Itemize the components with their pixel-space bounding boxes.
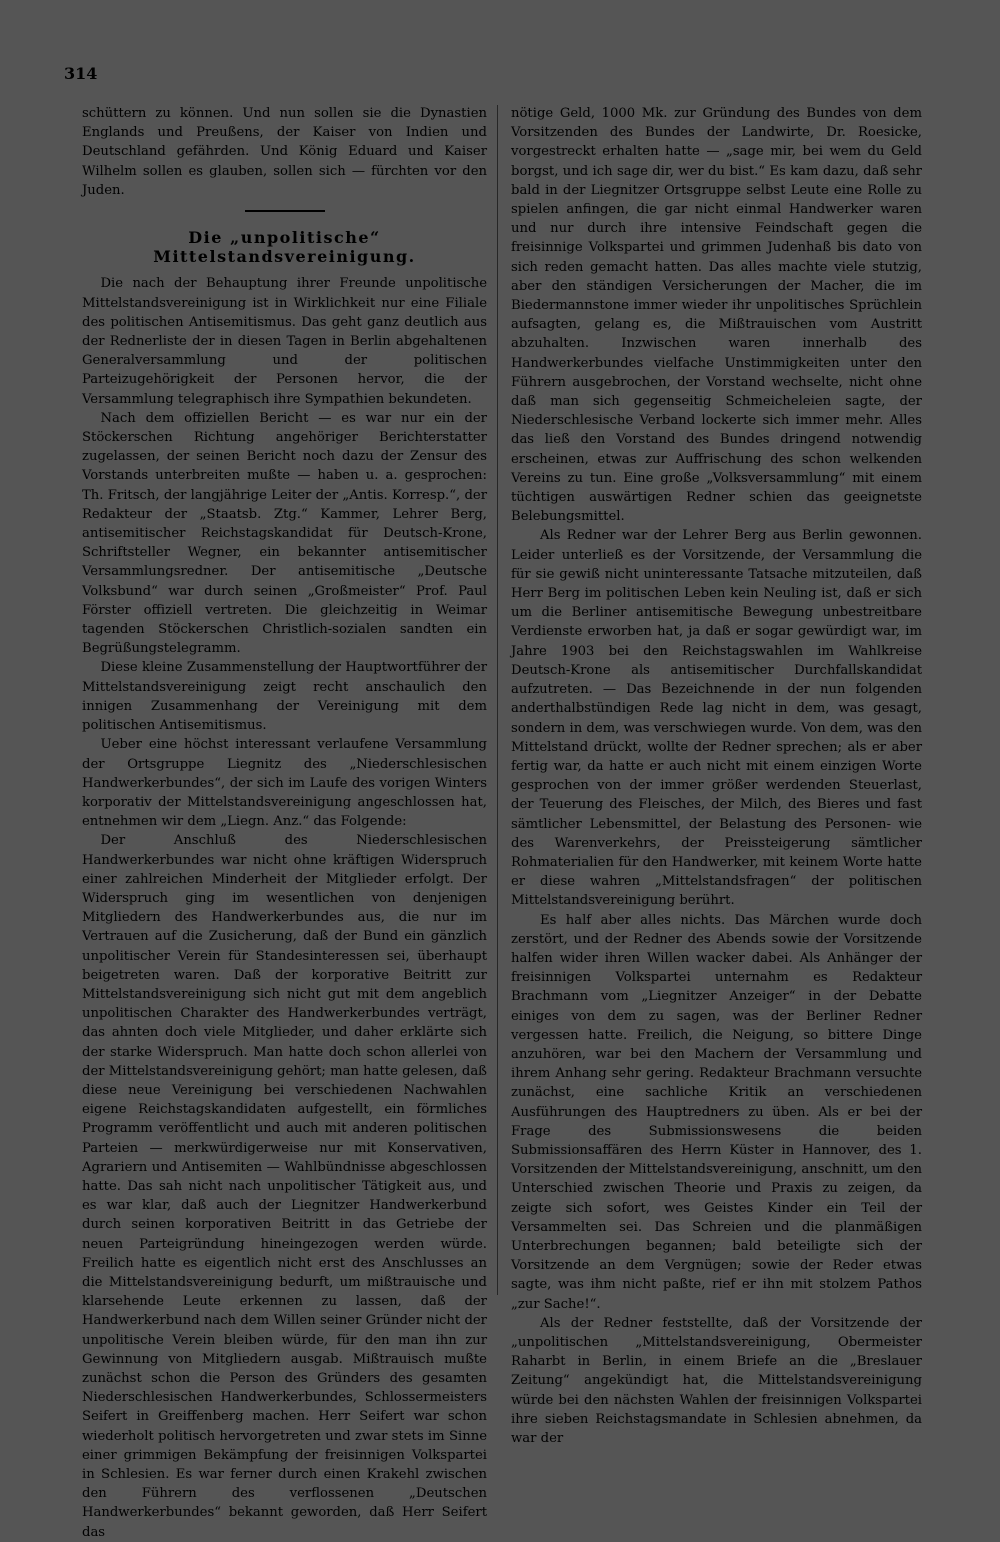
page-number: 314 [64, 64, 98, 83]
column-separator [497, 105, 499, 1295]
quoted-paragraph: Der Anschluß des Niederschlesischen Handwerkerbundes war nicht ohne kräftigen Widerspruch einer zahlreichen Minderheit der Mitglieder erfolgt. Der Widerspruch ging im wesentlichen von denjenigen Mitgliedern des Handwerkerbundes aus, die nur im Vertrauen auf die Zusicherung, daß der Bund ein gänzlich unpolitischer Verein für Standesinteressen sei, überhaupt beigetreten waren. Daß der korporative Beitritt zur Mittelstandsvereinigung sich nicht gut mit dem angeblich unpolitischen Charakter des Handwerkerbundes verträgt, das ahnten doch viele Mitglieder, und daher erklärte sich der starke Widerspruch. Man hatte doch schon allerlei von der Mittelstandsvereinigung gehört; man hatte gelesen, daß diese neue Vereinigung bei verschiedenen Nachwahlen eigene Reichstagskandidaten aufgestellt, ein förmliches Programm veröffentlicht und auch mit anderen politischen Parteien — merkwürdigerweise nur mit Konservativen, Agrariern und Antisemiten — Wahlbündnisse abgeschlossen hatte. Das sah nicht nach unpolitischer Tätigkeit aus, und es war klar, daß auch der Liegnitzer Handwerkerbund durch seinen korporativen Beitritt in das Getriebe der neuen Parteigründung hineingezogen werden würde. Freilich hatte es eigentlich nicht erst des Anschlusses an die Mittelstandsvereinigung bedurft, um mißtrauische und klarsehende Leute erkennen zu lassen, daß der Handwerkerbund nach dem Willen seiner Gründer nicht der unpolitische Verein bleiben würde, für den man ihn zur Gewinnung von Mitgliedern ausgab. Mißtrauisch mußte zunächst schon die Person des Gründers des gesamten Niederschlesischen Handwerkerbundes, Schlossermeisters Seifert in Greiffenberg machen. Herr Seifert war schon wiederholt politisch hervorgetreten und zwar stets im Sinne einer grimmigen Bekämpfung der freisinnigen Volkspartei in Schlesien. Es war ferner durch einen Krakehl zwischen den Führern des verflossenen „Deutschen Handwerkerbundes“ bekannt geworden, daß Herr Seifert das [82, 833, 487, 1540]
section-divider [245, 210, 325, 212]
quoted-paragraph: Es half aber alles nichts. Das Märchen wurde doch zerstört, und der Redner des Abends sowie der Vorsitzende halfen wider ihren Willen wacker dabei. Als Anhänger der freisinnigen Volkspartei unternahm es Redakteur Brachmann vom „Liegnitzer Anzeiger“ in der Debatte einiges von dem zu sagen, was der Berliner Redner vergessen hatte. Freilich, die Neigung, so bittere Dinge anzuhören, war bei den Machern der Versammlung und ihrem Anhang sehr gering. Redakteur Brachmann versuchte zunächst, eine sachliche Kritik an verschiedenen Ausführungen des Hauptredners zu üben. Als er bei der Frage des Submissionswesens die beiden Submissionsaffären des Herrn Küster in Hannover, des 1. Vorsitzenden der Mittelstandsvereinigung, anschnitt, um den Unterschied zwischen Theorie und Praxis zu zeigen, da zeigte sich sofort, wes Geistes Kinder ein Teil der Versammelten sei. Das Schreien und die planmäßigen Unterbrechungen begannen; bald beteiligte sich der Vorsitzende an dem Vergnügen; sowie der Reder etwas sagte, was ihm nicht paßte, rief er ihn mit stolzem Pathos „zur Sache!“. [511, 912, 922, 1312]
article-paragraph: Die nach der Behauptung ihrer Freunde unpolitische Mittelstandsvereinigung ist in Wirklichkeit nur eine Filiale des politischen Antisemitismus. Das geht ganz deutlich aus der Rednerliste der in diesen Tagen in Berlin abgehaltenen Generalversammlung und der politischen Parteizugehörigkeit der Personen hervor, die der Versammlung telegraphisch ihre Sympathien bekundeten. [82, 276, 487, 407]
quoted-paragraph: nötige Geld, 1000 Mk. zur Gründung des Bundes von dem Vorsitzenden des Bundes der Landwirte, Dr. Roesicke, vorgestreckt erhalten hatte — „sage mir, bei wem du Geld borgst, und ich sage dir, wer du bist.“ Es kam dazu, daß sehr bald in der Liegnitzer Ortsgruppe selbst Leute eine Rolle zu spielen anfingen, die gar nicht einmal Handwerker waren und nur durch ihre intensive Feindschaft gegen die freisinnige Volkspartei und grimmen Judenhaß bis dato von sich reden gemacht hatten. Das alles machte viele stutzig, aber den ständigen Versicherungen der Macher, die im Biedermannstone immer wieder ihr unpolitisches Sprüchlein aufsagten, gelang es, die Mißtrauischen vom Austritt abzuhalten. Inzwischen waren innerhalb des Handwerkerbundes vielfache Unstimmigkeiten unter den Führern ausgebrochen, der Vorstand wechselte, nicht ohne daß man sich gegenseitig Schmeicheleien sagte, der Niederschlesische Verband lockerte sich immer mehr. Alles das ließ den Vorstand des Bundes dringend notwendig erscheinen, etwas zur Auffrischung des schon welkenden Vereins zu tun. Eine große „Volksversammlung“ mit einem tüchtigen auswärtigen Redner schien das geeignetste Belebungsmittel. [511, 106, 922, 525]
article-paragraph: Ueber eine höchst interessant verlaufene Versammlung der Ortsgruppe Liegnitz des „Niederschlesischen Handwerkerbundes“, der sich im Laufe des vorigen Winters korporativ der Mittelstandsvereinigung angeschlossen hat, entnehmen wir dem „Liegn. Anz.“ das Folgende: [82, 737, 487, 830]
article-paragraph: Nach dem offiziellen Bericht — es war nur ein der Stöckerschen Richtung angehöriger Berichterstatter zugelassen, der seinen Bericht noch dazu der Zensur des Vorstands unterbreiten mußte — haben u. a. gesprochen: Th. Fritsch, der langjährige Leiter der „Antis. Korresp.“, der Redakteur der „Staatsb. Ztg.“ Kammer, Lehrer Berg, antisemitischer Reichstagskandidat für Deutsch-Krone, Schriftsteller Wegner, ein bekannter antisemitischer Versammlungsredner. Der antisemitische „Deutsche Volksbund“ war durch seinen „Großmeister“ Prof. Paul Förster offiziell vertreten. Die gleichzeitig in Weimar tagenden Stöckerschen Christlich-sozialen sandten ein Begrüßungstelegramm. [82, 410, 487, 657]
quoted-paragraph: Als der Redner feststellte, daß der Vorsitzende der „unpolitischen „Mittelstandsvereinigung, Obermeister Raharbt in Berlin, in einem Briefe an die „Breslauer Zeitung“ angekündigt hat, die Mittelstandsvereinigung würde bei den nächsten Wahlen der freisinnigen Volkspartei ihre sieben Reichstagsmandate in Schlesien abnehmen, da war der [511, 1315, 922, 1447]
right-column [511, 104, 922, 1448]
quoted-paragraph: Als Redner war der Lehrer Berg aus Berlin gewonnen. Leider unterließ es der Vorsitzende, der Versammlung die für sie gewiß nicht uninteressante Tatsache mitzuteilen, daß Herr Berg im politischen Leben kein Neuling ist, daß er sich um die Berliner antisemitische Bewegung unbestreitbare Verdienste erworben hat, ja daß er sogar gewürdigt war, im Jahre 1903 bei den Reichstagswahlen im Wahlkreise Deutsch-Krone als antisemitischer Durchfallskandidat aufzutreten. — Das Bezeichnende in der nun folgenden anderthalbstündigen Rede lag nicht in dem, was gesagt, sondern in dem, was verschwiegen wurde. Von dem, was den Mittelstand drückt, wollte der Redner sprechen; als er aber fertig war, da hatte er auch nicht mit einem einzigen Worte gesprochen von der immer größer werdenden Steuerlast, der Teuerung des Fleisches, der Milch, des Bieres und fast sämtlicher Lebensmittel, der Belastung des Personen- wie des Warenverkehrs, der Preissteigerung sämtlicher Rohmaterialien für den Handwerker, mit keinem Worte hatte er diese wahren „Mittelstandsfragen“ der politischen Mittelstandsvereinigung berührt. [511, 528, 922, 909]
article-continuation: schüttern zu können. Und nun sollen sie die Dynastien Englands und Preußens, der Kaiser von Indien und Deutschland gefährden. Und König Eduard und Kaiser Wilhelm sollen es glauben, sollen sich — fürchten vor den Juden. [82, 106, 487, 198]
article-paragraph: Diese kleine Zusammenstellung der Hauptwortführer der Mittelstandsvereinigung zeigt recht anschaulich den innigen Zusammenhang der Vereinigung mit dem politischen Antisemitismus. [82, 660, 487, 734]
article-headline: Die „unpolitische“ Mittelstandsvereinigung. [153, 228, 416, 267]
left-column [82, 104, 487, 1542]
